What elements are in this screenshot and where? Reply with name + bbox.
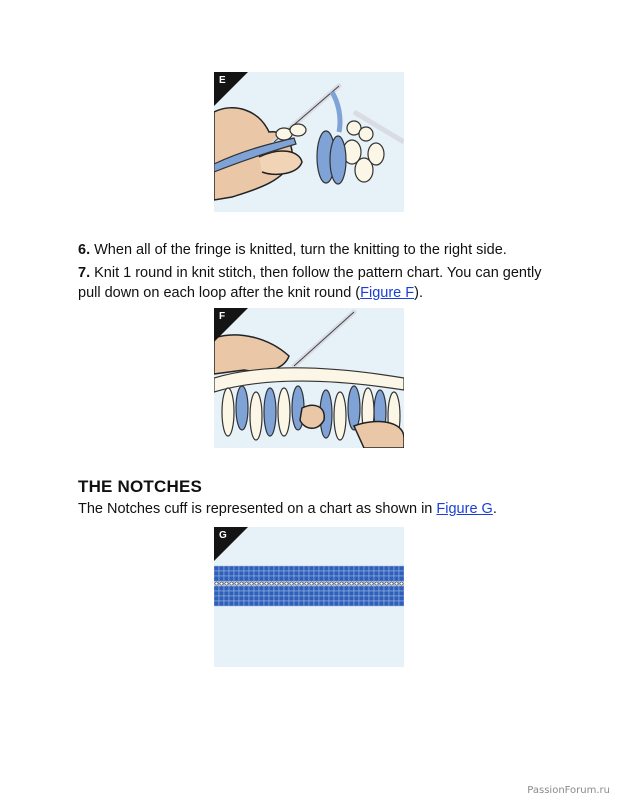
chart-cell [279, 591, 284, 596]
chart-cell [389, 596, 394, 601]
chart-cell [264, 566, 269, 571]
figure-g-label: G [219, 530, 227, 541]
chart-cell [379, 586, 384, 591]
chart-cell [339, 566, 344, 571]
chart-cell [334, 601, 339, 606]
chart-cell [329, 586, 334, 591]
chart-cell [349, 596, 354, 601]
step-7-text: Knit 1 round in knit stitch, then follow the pattern chart. You can gently pull down on each loop after the knit round ( [78, 265, 542, 301]
chart-cell [294, 601, 299, 606]
chart-cell [229, 576, 234, 581]
chart-cell [214, 566, 219, 571]
chart-cell [234, 566, 239, 571]
chart-cell [319, 601, 324, 606]
chart-cell [289, 596, 294, 601]
chart-cell [284, 576, 289, 581]
chart-cell [319, 566, 324, 571]
chart-cell [359, 586, 364, 591]
chart-cell [374, 596, 379, 601]
chart-cell [384, 596, 389, 601]
chart-cell [389, 586, 394, 591]
chart-cell [279, 576, 284, 581]
chart-cell [364, 591, 369, 596]
chart-cell [394, 576, 399, 581]
chart-cell [379, 596, 384, 601]
chart-cell [219, 566, 224, 571]
chart-cell [379, 576, 384, 581]
chart-cell [214, 586, 219, 591]
chart-cell [224, 591, 229, 596]
chart-cell [289, 586, 294, 591]
chart-cell [249, 601, 254, 606]
chart-cell [389, 591, 394, 596]
chart-cell [369, 601, 374, 606]
chart-cell [354, 576, 359, 581]
chart-cell [304, 571, 309, 576]
chart-cell [304, 591, 309, 596]
chart-cell [354, 566, 359, 571]
chart-cell [329, 601, 334, 606]
chart-cell [314, 591, 319, 596]
chart-cell [229, 601, 234, 606]
step-6-number: 6. [78, 242, 91, 258]
chart-cell [259, 566, 264, 571]
chart-cell [239, 571, 244, 576]
chart-cell [344, 576, 349, 581]
chart-cell [309, 596, 314, 601]
chart-cell [339, 571, 344, 576]
chart-cell [284, 586, 289, 591]
chart-cell [239, 576, 244, 581]
chart-cell [294, 571, 299, 576]
chart-cell [369, 596, 374, 601]
chart-cell [299, 571, 304, 576]
chart-cell [374, 586, 379, 591]
chart-cell [224, 566, 229, 571]
chart-cell [219, 571, 224, 576]
chart-cell [309, 601, 314, 606]
chart-cell [289, 566, 294, 571]
chart-cell [359, 596, 364, 601]
chart-cell [269, 601, 274, 606]
chart-cell [264, 586, 269, 591]
chart-cell [364, 571, 369, 576]
chart-cell [294, 591, 299, 596]
chart-cell [389, 566, 394, 571]
chart-cell [364, 566, 369, 571]
chart-cell [244, 601, 249, 606]
section-text-end: . [492, 501, 497, 517]
chart-cell [299, 596, 304, 601]
step-6 [78, 240, 548, 260]
chart-cell [359, 601, 364, 606]
chart-cell [254, 576, 259, 581]
chart-cell [219, 586, 224, 591]
chart-cell [339, 586, 344, 591]
chart-cell [264, 576, 269, 581]
chart-cell [224, 601, 229, 606]
chart-cell [219, 601, 224, 606]
chart-cell [254, 586, 259, 591]
chart-cell [289, 601, 294, 606]
chart-cell [259, 591, 264, 596]
chart-cell [324, 576, 329, 581]
chart-cell [334, 591, 339, 596]
chart-cell [334, 571, 339, 576]
chart-cell [234, 601, 239, 606]
chart-cell [284, 571, 289, 576]
chart-cell [254, 601, 259, 606]
chart-cell [304, 596, 309, 601]
chart-cell [284, 566, 289, 571]
chart-cell [274, 596, 279, 601]
step-6-text: When all of the fringe is knitted, turn the knitting to the right side. [94, 242, 507, 258]
chart-cell [284, 601, 289, 606]
chart-cell [249, 571, 254, 576]
chart-cell [269, 566, 274, 571]
chart-cell [264, 601, 269, 606]
chart-cell [369, 586, 374, 591]
chart-cell [274, 591, 279, 596]
chart-cell [314, 576, 319, 581]
chart-cell [224, 571, 229, 576]
chart-cell [259, 596, 264, 601]
chart-cell [269, 586, 274, 591]
chart-cell [349, 601, 354, 606]
chart-cell [334, 596, 339, 601]
chart-cell [314, 566, 319, 571]
chart-cell [384, 586, 389, 591]
chart-cell [324, 591, 329, 596]
chart-cell [394, 566, 399, 571]
chart-cell [354, 601, 359, 606]
chart-cell [294, 576, 299, 581]
chart-cell [389, 571, 394, 576]
chart-cell [214, 596, 219, 601]
chart-cell [244, 586, 249, 591]
chart-cell [364, 576, 369, 581]
chart-cell [339, 601, 344, 606]
chart-cell [359, 576, 364, 581]
chart-cell [294, 566, 299, 571]
chart-cell [214, 576, 219, 581]
chart-cell [259, 601, 264, 606]
chart-cell [279, 586, 284, 591]
chart-cell [234, 591, 239, 596]
chart-cell [269, 571, 274, 576]
chart-cell [234, 576, 239, 581]
chart-cell [329, 566, 334, 571]
chart-cell [374, 591, 379, 596]
chart-cell [239, 596, 244, 601]
chart-cell [399, 586, 404, 591]
chart-cell [399, 571, 404, 576]
chart-cell [264, 596, 269, 601]
watermark: PassionForum.ru [527, 785, 610, 796]
chart-cell [369, 576, 374, 581]
chart-cell [244, 566, 249, 571]
chart-cell [349, 566, 354, 571]
step-7 [78, 263, 548, 303]
chart-cell [264, 591, 269, 596]
chart-cell [279, 601, 284, 606]
figure-f-link[interactable]: Figure F [360, 285, 415, 301]
chart-cell [309, 571, 314, 576]
chart-cell [319, 591, 324, 596]
chart-cell [249, 596, 254, 601]
chart-cell [239, 566, 244, 571]
chart-cell [234, 596, 239, 601]
chart-cell [324, 586, 329, 591]
chart-cell [374, 571, 379, 576]
chart-cell [364, 586, 369, 591]
chart-cell [219, 576, 224, 581]
chart-cell [379, 591, 384, 596]
chart-cell [329, 596, 334, 601]
chart-cell [304, 566, 309, 571]
chart-cell [264, 571, 269, 576]
chart-cell [369, 591, 374, 596]
step-7-text-end: ). [414, 285, 423, 301]
chart-cell [399, 601, 404, 606]
chart-cell [319, 571, 324, 576]
chart-cell [249, 586, 254, 591]
chart-cell [214, 601, 219, 606]
chart-cell [289, 571, 294, 576]
chart-cell [269, 591, 274, 596]
chart-cell [229, 586, 234, 591]
chart-cell [229, 566, 234, 571]
figure-e [214, 72, 404, 212]
chart-cell [214, 571, 219, 576]
chart-cell [239, 601, 244, 606]
chart-cell [354, 591, 359, 596]
chart-cell [329, 571, 334, 576]
chart-cell [399, 566, 404, 571]
chart-cell [389, 576, 394, 581]
chart-cell [374, 566, 379, 571]
chart-cell [249, 591, 254, 596]
chart-cell [399, 576, 404, 581]
chart-cell [234, 571, 239, 576]
chart-cell [394, 571, 399, 576]
chart-cell [244, 591, 249, 596]
chart-cell [334, 566, 339, 571]
chart-cell [304, 601, 309, 606]
chart-cell [214, 591, 219, 596]
chart-cell [229, 596, 234, 601]
chart-cell [219, 596, 224, 601]
chart-cell [379, 566, 384, 571]
chart-cell [259, 571, 264, 576]
chart-cell [349, 576, 354, 581]
chart-cell [324, 596, 329, 601]
chart-cell [229, 571, 234, 576]
chart-cell [349, 571, 354, 576]
chart-cell [369, 571, 374, 576]
chart-cell [314, 596, 319, 601]
section-heading: THE NOTCHES [78, 477, 203, 496]
chart-cell [309, 586, 314, 591]
chart-cell [374, 601, 379, 606]
chart-cell [274, 566, 279, 571]
chart-cell [314, 571, 319, 576]
chart-cell [309, 591, 314, 596]
chart-cell [339, 591, 344, 596]
chart-cell [254, 591, 259, 596]
chart-cell [314, 586, 319, 591]
chart-cell [334, 576, 339, 581]
chart-cell [304, 586, 309, 591]
chart-cell [399, 596, 404, 601]
chart-cell [294, 596, 299, 601]
chart-cell [304, 576, 309, 581]
chart-cell [344, 566, 349, 571]
chart-cell [324, 601, 329, 606]
chart-cell [364, 601, 369, 606]
chart-cell [269, 596, 274, 601]
section-text-start: The Notches cuff is represented on a chart as shown in [78, 501, 437, 517]
chart-cell [289, 591, 294, 596]
chart-cell [294, 586, 299, 591]
chart-cell [279, 596, 284, 601]
chart-cell [374, 576, 379, 581]
chart-cell [384, 576, 389, 581]
chart-cell [259, 586, 264, 591]
chart-cell [319, 586, 324, 591]
chart-cell [309, 576, 314, 581]
chart-cell [354, 586, 359, 591]
chart-cell [369, 566, 374, 571]
chart-cell [324, 571, 329, 576]
chart-cell [269, 576, 274, 581]
chart-cell [364, 596, 369, 601]
chart-cell [234, 586, 239, 591]
chart-cell [299, 586, 304, 591]
chart-cell [344, 591, 349, 596]
chart-cell [244, 571, 249, 576]
section-text [78, 499, 548, 519]
figure-f-label: F [219, 311, 226, 322]
chart-cell [289, 576, 294, 581]
chart-cell [244, 596, 249, 601]
chart-cell [344, 596, 349, 601]
chart-cell [389, 601, 394, 606]
chart-cell [244, 576, 249, 581]
chart-cell [274, 571, 279, 576]
chart-cell [344, 571, 349, 576]
chart-cell [394, 591, 399, 596]
chart-cell [314, 601, 319, 606]
chart-cell [279, 571, 284, 576]
chart-cell [354, 571, 359, 576]
chart-cell [329, 576, 334, 581]
figure-f [214, 308, 404, 448]
chart-cell [319, 576, 324, 581]
chart-cell [224, 586, 229, 591]
chart-cell [384, 591, 389, 596]
chart-cell [344, 601, 349, 606]
figure-g [214, 527, 404, 667]
chart-cell [359, 566, 364, 571]
chart-cell [359, 591, 364, 596]
chart-cell [339, 576, 344, 581]
chart-cell [274, 586, 279, 591]
chart-cell [284, 591, 289, 596]
chart-cell [239, 591, 244, 596]
chart-cell [229, 591, 234, 596]
chart-cell [239, 586, 244, 591]
chart-cell [349, 586, 354, 591]
chart-cell [354, 596, 359, 601]
chart-cell [274, 576, 279, 581]
chart-cell [284, 596, 289, 601]
chart-cell [394, 601, 399, 606]
chart-cell [329, 591, 334, 596]
chart-cell [359, 571, 364, 576]
chart-cell [384, 566, 389, 571]
chart-cell [299, 566, 304, 571]
chart-cell [279, 566, 284, 571]
chart-cell [259, 576, 264, 581]
chart-cell [394, 596, 399, 601]
chart-cell [344, 586, 349, 591]
chart-cell [379, 571, 384, 576]
chart-cell [219, 591, 224, 596]
chart-cell [249, 566, 254, 571]
chart-cell [224, 576, 229, 581]
chart-cell [249, 576, 254, 581]
chart-cell [224, 596, 229, 601]
figure-e-label: E [219, 75, 226, 86]
chart-cell [379, 601, 384, 606]
chart-cell [309, 566, 314, 571]
chart-cell [299, 601, 304, 606]
chart-cell [254, 566, 259, 571]
figure-g-link[interactable]: Figure G [436, 501, 493, 517]
chart-cell [254, 571, 259, 576]
chart-cell [254, 596, 259, 601]
chart-cell [319, 596, 324, 601]
chart-cell [324, 566, 329, 571]
chart-cell [394, 586, 399, 591]
chart-cell [299, 576, 304, 581]
chart-cell [299, 591, 304, 596]
chart-cell [339, 596, 344, 601]
chart-cell [384, 601, 389, 606]
chart-cell [334, 586, 339, 591]
chart-cell [274, 601, 279, 606]
chart-cell [384, 571, 389, 576]
chart-cell [349, 591, 354, 596]
step-7-number: 7. [78, 265, 91, 281]
chart-cell [399, 591, 404, 596]
